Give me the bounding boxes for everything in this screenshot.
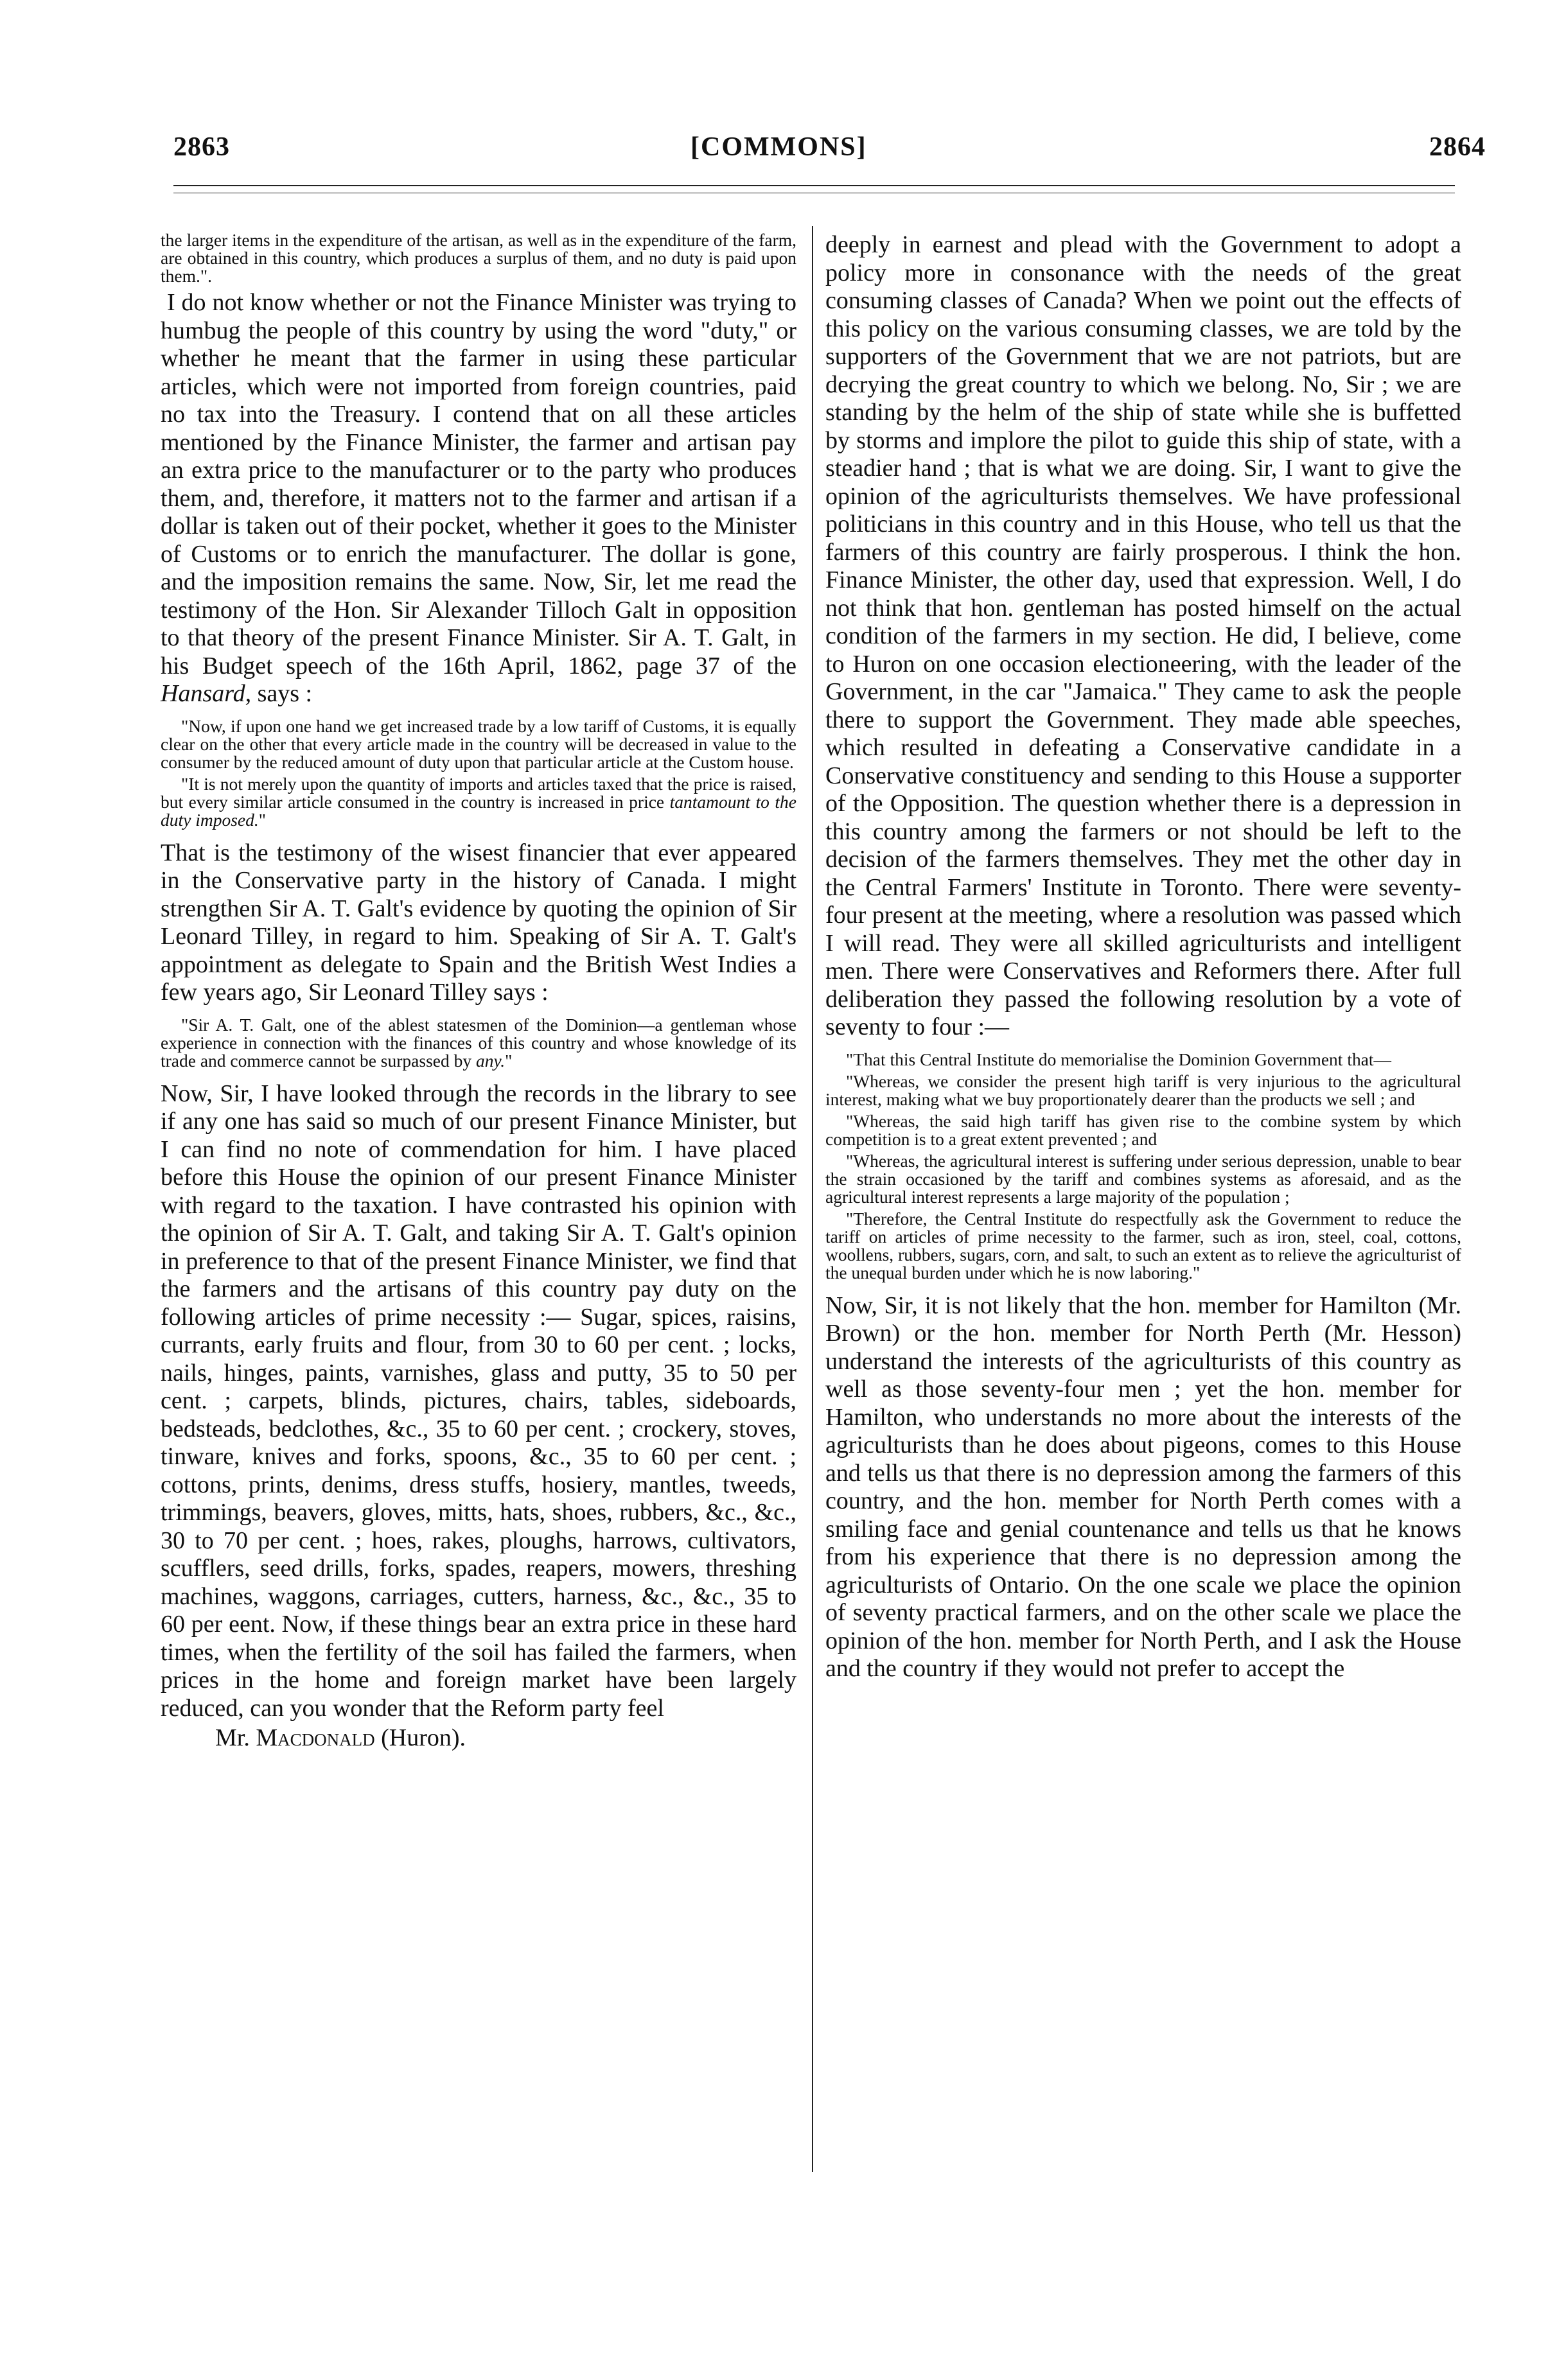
quote-italic: any. xyxy=(476,1050,506,1071)
paragraph: Now, Sir, it is not likely that the hon. member for Hamilton (Mr. Brown) or the hon. member for North Perth (Mr. Hesson) understand the interests of the agriculturists of this country as well as those seventy-four men ; yet the hon. member for Hamilton, who understands no more about the interests of the agriculturists than he does about pigeons, comes to this House and tells us that there is no depression among the farmers of this country, and the hon. member for North Perth comes with a smiling face and genial countenance and tells us that he knows from his experience that there is no depression among the agriculturists of Ontario. On the one scale we place the opinion of seventy practical farmers, and on the other scale we place the opinion of the hon. member for North Perth, and I ask the House and the country if they would not prefer to accept the xyxy=(825,1291,1461,1682)
quote-paragraph xyxy=(161,775,796,829)
page-number-right: 2864 xyxy=(1429,132,1486,162)
galt-quote xyxy=(161,717,796,829)
resolution-clause: "Whereas, we consider the present high tariff is very injurious to the agricultural interest, making what we buy proportionately dearer than the products we sell ; and xyxy=(825,1071,1461,1109)
quote-text: "Sir A. T. Galt, one of the ablest statesmen of the Dominion—a gentleman whose experience in connection with the finances of this country and whose knowledge of its trade and commerce cannot be surpassed by xyxy=(161,1014,796,1071)
resolution-clause: "Whereas, the said high tariff has given rise to the combine system by which competition is to a great extent prevented ; and xyxy=(825,1110,1461,1149)
right-column xyxy=(825,231,1461,1683)
speaker-prefix: Mr. xyxy=(215,1724,256,1751)
resolution-quote xyxy=(825,1051,1461,1282)
hansard-italic: Hansard, xyxy=(161,680,252,707)
left-column xyxy=(161,231,796,1752)
speaker-attribution xyxy=(161,1724,796,1752)
quote-text-end: " xyxy=(505,1050,513,1071)
resolution-clause: "Whereas, the agricultural interest is suffering under serious depression, unable to bear the strain occasioned by the tariff and combines systems as aforesaid, and as the agricultural interest represents a large majority of the population ; xyxy=(825,1150,1461,1207)
quote-continuation: the larger items in the expenditure of the artisan, as well as in the expenditure of the farm, are obtained in this country, which produces a surplus of them, and no duty is paid upon them.". xyxy=(161,230,796,286)
paragraph xyxy=(161,289,796,708)
paragraph-text: I do not know whether or not the Finance Minister was trying to humbug the people of this country by using the word "duty," or whether he meant that the farmer in using these particular articles, which were not imported from foreign countries, paid no tax into the Treasury. I contend that on all these articles mentioned by the Finance Minister, the farmer and artisan pay an extra price to the manufacturer or to the party who produces them, and, therefore, it matters not to the farmer and artisan if a dollar is taken out of their pocket, whether it goes to the Minister of Customs or to enrich the manufacturer. The dollar is gone, and the imposition remains the same. Now, Sir, let me read the testimony of the Hon. Sir Alexander Tilloch Galt in opposition to that theory of the present Finance Minister. Sir A. T. Galt, in his Budget speech of the 16th April, 1862, page 37 of the xyxy=(161,289,796,679)
paragraph-text-end: says : xyxy=(251,680,313,707)
resolution-clause: "Therefore, the Central Institute do respectfully ask the Government to reduce the tariff on articles of prime necessity to the farmer, such as iron, steel, coal, cottons, woollens, rubbers, sugars, corn, and salt, to such an extent as to relieve the agriculturist of the unequal burden under which he is now laboring." xyxy=(825,1208,1461,1282)
tilley-quote xyxy=(161,1016,796,1070)
quote-paragraph: "Now, if upon one hand we get increased trade by a low tariff of Customs, it is equally clear on the other that every article made in the country will be decreased in value to the consumer by the reduced amount of duty upon that particular article at the Custom house. xyxy=(161,715,796,772)
quote-text: "It is not merely upon the quantity of imports and articles taxed that the price is raised, but every similar article consumed in the country is increased in price xyxy=(161,773,796,812)
paragraph: Now, Sir, I have looked through the records in the library to see if any one has said so much of our present Finance Minister, but I can find no note of commendation for him. I have placed before this House the opinion of our present Finance Minister with regard to the taxation. I have contrasted his opinion with the opinion of Sir A. T. Galt, and taking Sir A. T. Galt's opinion in preference to that of the present Finance Minister, we find that the farmers and the artisans of this country pay duty on the following articles of prime necessity :— Sugar, spices, raisins, currants, early fruits and flour, from 30 to 60 per cent. ; locks, nails, hinges, paints, varnishes, glass and putty, 35 to 50 per cent. ; carpets, blinds, pictures, chairs, tables, sideboards, bedsteads, bedclothes, &c., 35 to 60 per cent. ; crockery, stoves, tinware, knives and forks, spoons, &c., 35 to 60 per cent. ; cottons, prints, denims, dress stuffs, hosiery, mantles, tweeds, trimmings, beavers, gloves, mitts, hats, shoes, rubbers, &c., &c., 30 to 70 per cent. ; hoes, rakes, ploughs, harrows, cultivators, scufflers, seed drills, forks, spades, reapers, mowers, threshing machines, waggons, carriages, cutters, harness, &c., &c., 35 to 60 per eent. Now, if these things bear an extra price in these hard times, when the fertility of the soil has failed the farmers, when prices in the home and foreign market have been largely reduced, can you wonder that the Reform party feel xyxy=(161,1080,796,1722)
column-divider xyxy=(812,226,813,2172)
quote-text-end: " xyxy=(258,809,266,830)
resolution-clause: "That this Central Institute do memorialise the Dominion Government that— xyxy=(846,1049,1392,1069)
page-number-left: 2863 xyxy=(173,132,230,162)
paragraph: That is the testimony of the wisest financier that ever appeared in the Conservative party in the history of Canada. I might strengthen Sir A. T. Galt's evidence by quoting the opinion of Sir Leonard Tilley, in regard to him. Speaking of Sir A. T. Galt's appointment as delegate to Spain and the British West Indies a few years ago, Sir Leonard Tilley says : xyxy=(161,839,796,1006)
paragraph: deeply in earnest and plead with the Government to adopt a policy more in consonance with the needs of the great consuming classes of Canada? When we point out the effects of this policy on the various consuming classes, we are told by the supporters of the Government that we are not patriots, but are decrying the great country to which we belong. No, Sir ; we are standing by the helm of the ship of state while she is buffetted by storms and implore the pilot to guide this ship of state, with a steadier hand ; that is what we are doing. Sir, I want to give the opinion of the agriculturists themselves. We have professional politicians in this country and in this House, who tell us that the farmers of this country are fairly prosperous. I think the hon. Finance Minister, the other day, used that expression. Well, I do not think that hon. gentleman has posted himself on the actual condition of the farmers in my section. He did, I believe, come to Huron on one occasion electioneering, with the leader of the Government, in the car "Jamaica." They came to ask the people there to support the Government. They made able speeches, which resulted in defeating a Conservative candidate in a Conservative constituency and sending to this House a supporter of the Opposition. The question whether there is a depression in this country among the farmers or not should be left to the decision of the farmers themselves. They met the other day in the Central Farmers' Institute in Toronto. There were seventy-four present at the meeting, where a resolution was passed which I will read. They were all skilled agriculturists and intelligent men. There were Conservatives and Reformers there. After full deliberation they passed the following resolution by a vote of seventy to four :— xyxy=(825,231,1461,1040)
running-header: [COMMONS] xyxy=(690,132,867,162)
quote-paragraph xyxy=(161,1016,796,1070)
quote-italic: tantamount to the duty imposed. xyxy=(161,791,796,830)
speaker-suffix: (Huron). xyxy=(374,1724,466,1751)
header-rule-thick xyxy=(173,185,1455,186)
speaker-name: Macdonald xyxy=(256,1724,375,1751)
